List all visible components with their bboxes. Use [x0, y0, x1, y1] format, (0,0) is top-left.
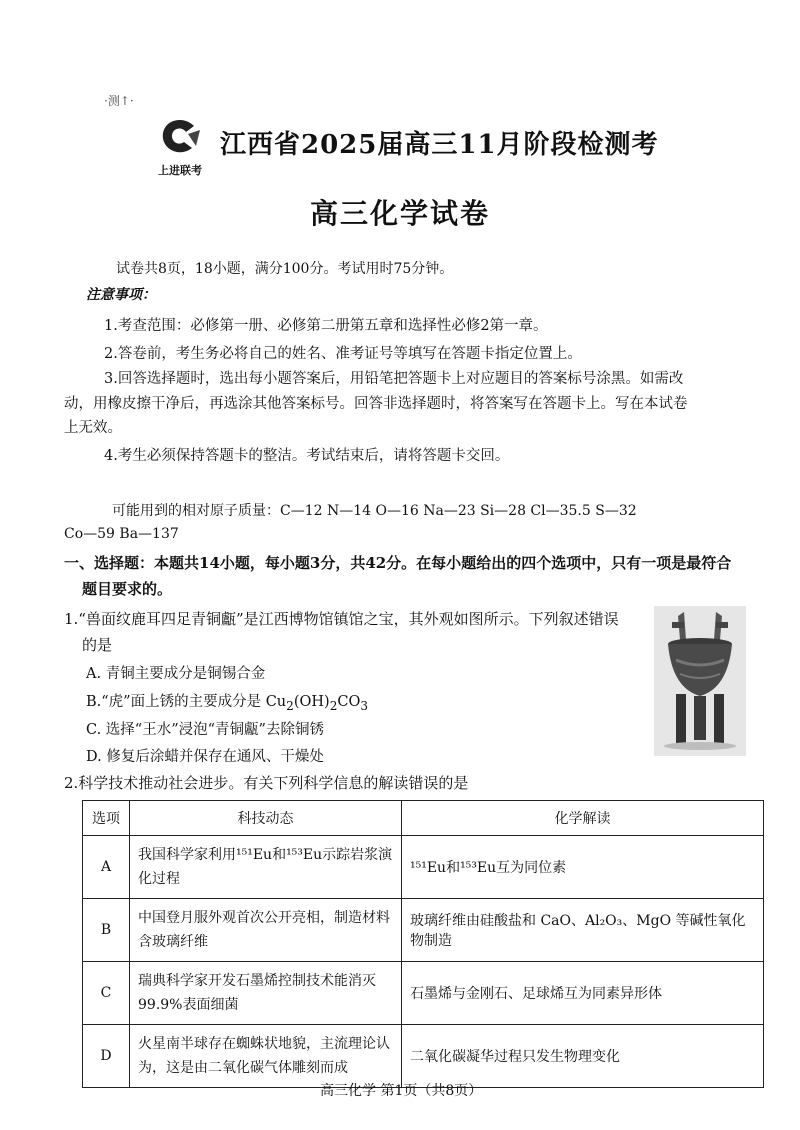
bronze-vessel-image: [654, 606, 746, 756]
note-3-line2: 动，用橡皮擦干净后，再选涂其他答案标号。回答非选择题时，将答案写在答题卡上。写在本试卷: [64, 396, 688, 412]
note-2: 2.答卷前，考生务必将自己的姓名、准考证号等填写在答题卡指定位置上。: [104, 346, 582, 362]
atomic-masses-line2: Co—59 Ba—137: [64, 526, 179, 542]
row-interpretation: ¹⁵¹Eu和¹⁵³Eu互为同位素: [402, 836, 764, 899]
logo-icon: [154, 116, 206, 162]
row-interpretation: 石墨烯与金刚石、足球烯互为同素异形体: [402, 962, 764, 1025]
q1-option-d: D. 修复后涂蜡并保存在通风、干燥处: [86, 749, 324, 765]
table-row: [83, 962, 764, 1025]
row-option: A: [83, 836, 130, 899]
section-heading-cont: 题目要求的。: [82, 580, 173, 598]
notes-heading: 注意事项：: [86, 287, 156, 303]
table-header-option: 选项: [83, 801, 130, 836]
q1-option-c: C. 选择“王水”浸泡“青铜甗”去除铜锈: [86, 722, 324, 738]
note-1: 1.考查范围：必修第一册、必修第二册第五章和选择性必修2第一章。: [104, 318, 548, 334]
row-news: 中国登月服外观首次公开亮相，制造材料含玻璃纤维: [130, 899, 402, 962]
section-heading: 一、选择题：本题共14小题，每小题3分，共42分。在每小题给出的四个选项中，只有一项是最符合: [64, 554, 732, 572]
table-row: [83, 899, 764, 962]
note-3-line3: 上无效。: [64, 420, 122, 436]
q1-stem: 1.“兽面纹鹿耳四足青铜甗”是江西博物馆镇馆之宝，其外观如图所示。下列叙述错误: [64, 610, 619, 628]
row-interpretation: 玻璃纤维由硅酸盐和 CaO、Al₂O₃、MgO 等碱性氧化物制造: [402, 899, 764, 962]
row-option: C: [83, 962, 130, 1025]
atomic-masses-line1: 可能用到的相对原子质量：C—12 N—14 O—16 Na—23 Si—28 Cl—35.5 S—32: [112, 503, 637, 519]
exam-intro: 试卷共8页，18小题，满分100分。考试用时75分钟。: [116, 261, 454, 277]
q1-option-a: A. 青铜主要成分是铜锡合金: [86, 666, 266, 682]
row-option: B: [83, 899, 130, 962]
q2-table: [82, 800, 764, 1088]
table-row: [83, 836, 764, 899]
exam-title: 江西省2025届高三11月阶段检测考: [220, 130, 659, 160]
q2-stem: 2.科学技术推动社会进步。有关下列科学信息的解读错误的是: [64, 774, 469, 792]
q1-option-b: B.“虎”面上锈的主要成分是 $Cu_2(OH)_2CO_3$: [86, 694, 369, 713]
table-header-news: 科技动态: [130, 801, 402, 836]
note-4: 4.考生必须保持答题卡的整洁。考试结束后，请将答题卡交回。: [104, 448, 510, 464]
row-news: 瑞典科学家开发石墨烯控制技术能消灭99.9%表面细菌: [130, 962, 402, 1025]
exam-logo: [154, 116, 206, 178]
note-3-line1: 3.回答选择题时，选出每小题答案后，用铅笔把答题卡上对应题目的答案标号涂黑。如需改: [104, 371, 684, 387]
logo-text: 上进联考: [158, 164, 202, 177]
subject-title: 高三化学试卷: [310, 197, 491, 230]
scribble-mark: ·测↑·: [104, 94, 134, 108]
page-footer: 高三化学 第1页（共8页）: [320, 1083, 483, 1099]
q1-stem-cont: 的是: [82, 636, 113, 654]
row-interpretation: 二氧化碳凝华过程只发生物理变化: [402, 1025, 764, 1088]
row-news: 火星南半球存在蜘蛛状地貌，主流理论认为，这是由二氧化碳气体雕刻而成: [130, 1025, 402, 1088]
row-news: 我国科学家利用¹⁵¹Eu和¹⁵³Eu示踪岩浆演化过程: [130, 836, 402, 899]
table-header-interpretation: 化学解读: [402, 801, 764, 836]
table-row: [83, 1025, 764, 1088]
row-option: D: [83, 1025, 130, 1088]
